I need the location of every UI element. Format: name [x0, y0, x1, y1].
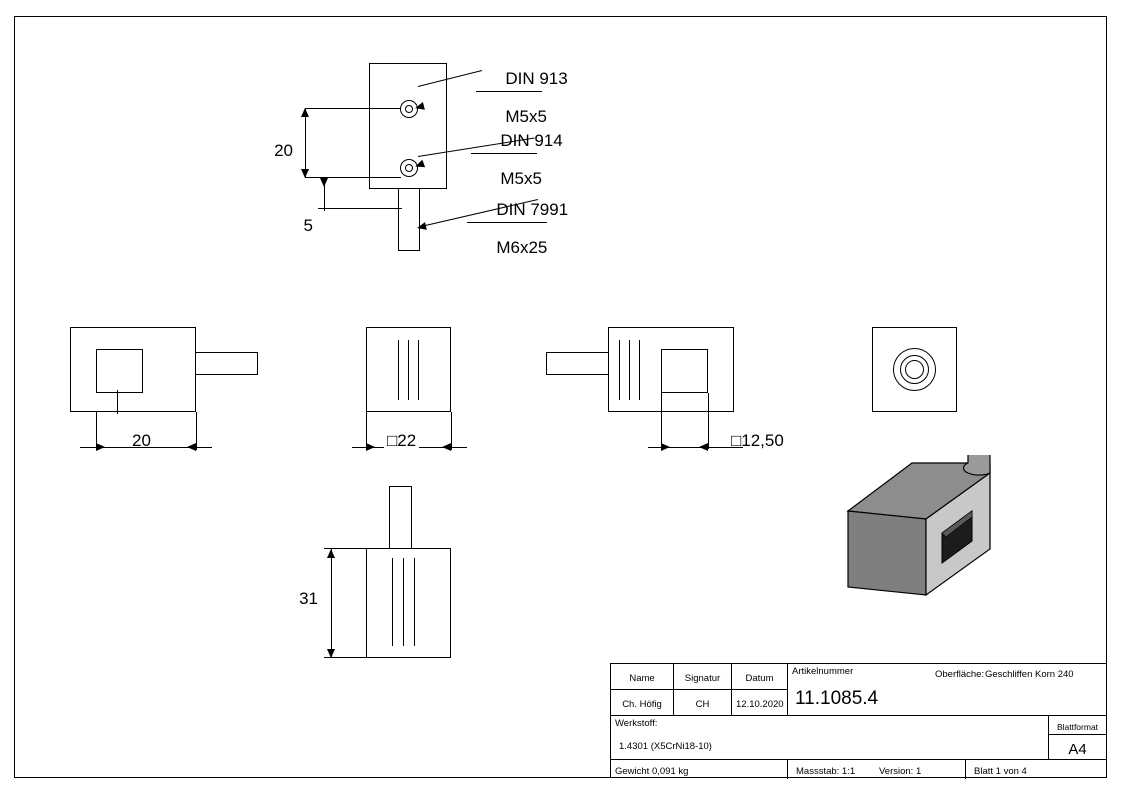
din7991-line2: M6x25: [496, 238, 548, 258]
side-view-hidden-line-1: [398, 340, 399, 400]
dim-top-5-text: 5: [303, 216, 313, 235]
dim-rear-1250-text: □12,50: [731, 431, 784, 450]
tb-page: Blatt 1 von 4: [965, 760, 1106, 779]
end-view-inner-circle: [905, 360, 924, 379]
bottom-view-hidden-line-2: [403, 558, 404, 646]
dim-top-20-text: 20: [274, 141, 293, 160]
isometric-view: [840, 455, 1050, 620]
din913-line2: M5x5: [505, 107, 547, 127]
tb-material-label: Werkstoff:: [615, 718, 658, 729]
tb-header-date: Datum: [731, 664, 787, 690]
tb-value-date: 12.10.2020: [731, 690, 787, 716]
tb-article-label: Artikelnummer: [792, 666, 854, 677]
tb-header-signature: Signatur: [673, 664, 731, 690]
bottom-view-body: [366, 548, 451, 658]
tb-sheetformat-label: Blattformat: [1048, 716, 1106, 735]
din7991-annotation: [468, 181, 568, 276]
tb-version: Version: 1: [879, 766, 922, 777]
tb-value-signature: CH: [673, 690, 731, 716]
din913-screw-inner: [405, 105, 413, 113]
tb-material-value: 1.4301 (X5CrNi18-10): [619, 741, 712, 752]
rear-view-hidden-line-3: [639, 340, 640, 400]
din913-underline: [476, 91, 542, 92]
tb-weight: Gewicht 0,091 kg: [615, 766, 689, 777]
front-view-stud: [196, 352, 258, 375]
bottom-view-stud: [389, 486, 412, 548]
bottom-view-hidden-line-3: [414, 558, 415, 646]
din914-underline: [471, 153, 537, 154]
rear-view-hidden-line-1: [619, 340, 620, 400]
din7991-underline: [467, 222, 547, 223]
din7991-line1: DIN 7991: [496, 200, 569, 220]
bottom-view-hidden-line-1: [392, 558, 393, 646]
title-block: [610, 663, 1107, 778]
front-view-center-tick: [117, 390, 118, 414]
side-view-hidden-line-2: [408, 340, 409, 400]
isometric-svg: [840, 455, 1050, 620]
tb-header-name: Name: [611, 664, 673, 690]
tb-value-name: Ch. Höfig: [611, 690, 673, 716]
tb-surface-label: Oberfläche:: [935, 669, 985, 680]
tb-scale: Massstab: 1:1: [787, 760, 875, 779]
din914-screw-inner: [405, 164, 413, 172]
din914-line2: M5x5: [500, 169, 542, 189]
front-view-pocket: [96, 349, 143, 393]
rear-view-pocket: [661, 349, 708, 393]
tb-sheetformat-value: A4: [1048, 735, 1106, 760]
rear-view-stud: [546, 352, 608, 375]
rear-view-hidden-line-2: [629, 340, 630, 400]
tb-article-number: 11.1085.4: [795, 688, 879, 709]
dim-front-20-text: 20: [132, 431, 151, 450]
side-view-hidden-line-3: [418, 340, 419, 400]
top-view-stud: [398, 189, 420, 251]
dim-height-31-text: 31: [299, 589, 318, 608]
dim-side-22-text: □22: [384, 431, 419, 450]
din913-line1: DIN 913: [505, 69, 568, 89]
tb-surface-value: Geschliffen Korn 240: [985, 669, 1074, 680]
din914-line1: DIN 914: [500, 131, 563, 151]
